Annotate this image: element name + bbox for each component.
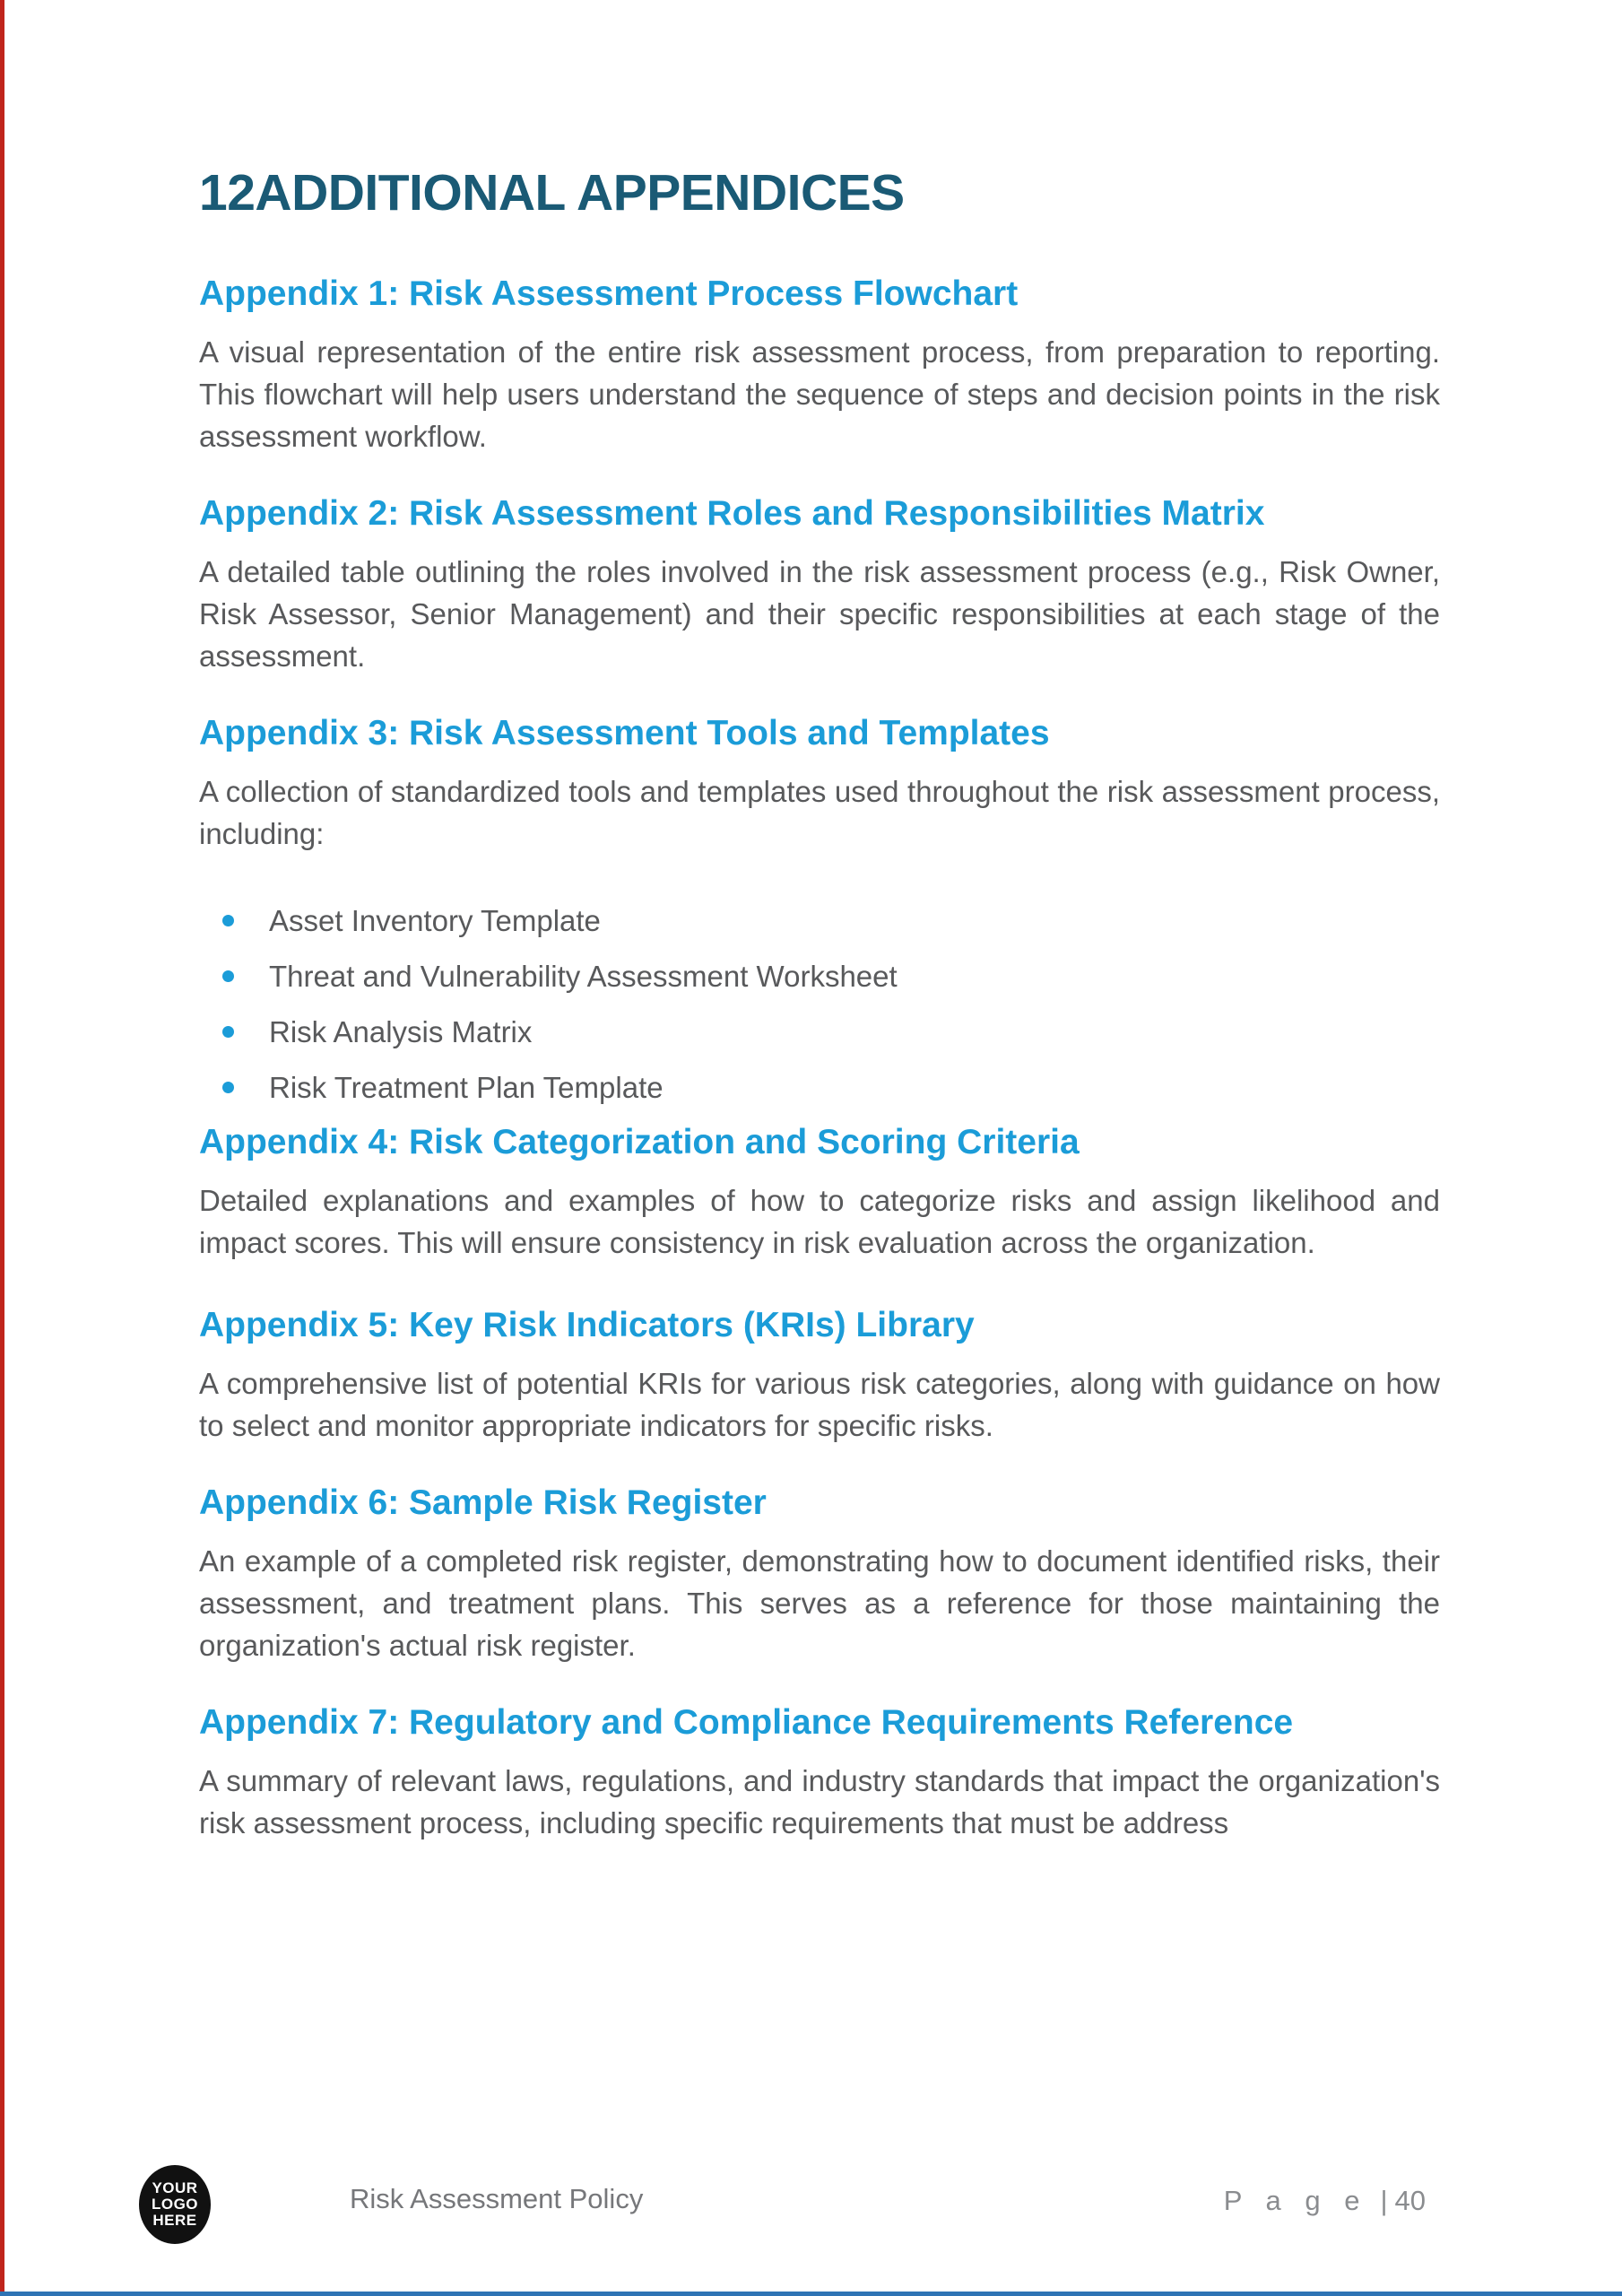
bullet-item [199, 1011, 1440, 1053]
appendix-7-heading: Appendix 7: Regulatory and Compliance Requirements Reference [199, 1703, 1294, 1742]
section-title [199, 164, 1440, 222]
appendix-4-description: Detailed explanations and examples of how to categorize risks and assign likelihood and impact scores. This will ensure consistency in risk evaluation across the organization. [199, 1184, 1440, 1259]
bullet-icon [222, 970, 234, 982]
appendix-3-heading: Appendix 3: Risk Assessment Tools and Templates [199, 714, 1050, 752]
bullet-item [199, 955, 1440, 997]
appendix-4-heading: Appendix 4: Risk Categorization and Scoring Criteria [199, 1123, 1080, 1161]
appendix-1-heading: Appendix 1: Risk Assessment Process Flowchart [199, 274, 1019, 313]
bullet-item [199, 900, 1440, 942]
appendix-6-description: An example of a completed risk register, demonstrating how to document identified risks, their assessment, and treatment plans. This serves as a reference for those maintaining the organization's actual risk register. [199, 1544, 1440, 1662]
bullet-item-label: Risk Analysis Matrix [269, 1015, 533, 1048]
logo-text-line: HERE [152, 2212, 197, 2229]
left-accent-bar [0, 0, 4, 2296]
page-word: P a g e [1223, 2185, 1368, 2216]
page-separator: | [1380, 2185, 1388, 2216]
appendix-5-heading: Appendix 5: Key Risk Indicators (KRIs) Library [199, 1306, 975, 1344]
bullet-item-label: Risk Treatment Plan Template [269, 1071, 664, 1104]
footer-document-name: Risk Assessment Policy [350, 2183, 644, 2214]
bullet-icon [222, 1026, 234, 1038]
section-number: 12 [199, 164, 256, 222]
logo-text-line: LOGO [151, 2196, 199, 2213]
appendix-6-heading: Appendix 6: Sample Risk Register [199, 1483, 767, 1522]
page-number-value: 40 [1394, 2185, 1426, 2216]
page-number [1224, 2185, 1426, 2217]
appendix-7-description: A summary of relevant laws, regulations, and industry standards that impact the organization's risk assessment process, including specific requirements that must be address [199, 1764, 1440, 1839]
bullet-icon [222, 1082, 234, 1093]
bullet-icon [222, 915, 234, 926]
appendix-1-description: A visual representation of the entire risk assessment process, from preparation to reporting. This flowchart will help users understand the sequence of steps and decision points in the risk assessment workflow. [199, 335, 1440, 453]
appendix-2-description: A detailed table outlining the roles involved in the risk assessment process (e.g., Risk Owner, Risk Assessor, Senior Management) and their specific responsibilities at each stage of the assessment. [199, 555, 1440, 673]
section-title-text: ADDITIONAL APPENDICES [255, 164, 905, 222]
appendix-3-description: A collection of standardized tools and templates used throughout the risk assessment process, including: [199, 775, 1440, 850]
appendix-5-description: A comprehensive list of potential KRIs for various risk categories, along with guidance on how to select and monitor appropriate indicators for specific risks. [199, 1367, 1440, 1442]
page-content [199, 0, 1440, 1844]
appendix-2-heading: Appendix 2: Risk Assessment Roles and Responsibilities Matrix [199, 494, 1265, 533]
bullet-list [199, 900, 1440, 1109]
bottom-accent-bar [0, 2292, 1622, 2296]
bullet-item-label: Asset Inventory Template [269, 904, 601, 937]
footer-logo [139, 2165, 211, 2244]
bullet-item [199, 1066, 1440, 1109]
bullet-item-label: Threat and Vulnerability Assessment Worksheet [269, 960, 898, 993]
logo-text-line: YOUR [152, 2179, 198, 2196]
footer [0, 2160, 1622, 2258]
